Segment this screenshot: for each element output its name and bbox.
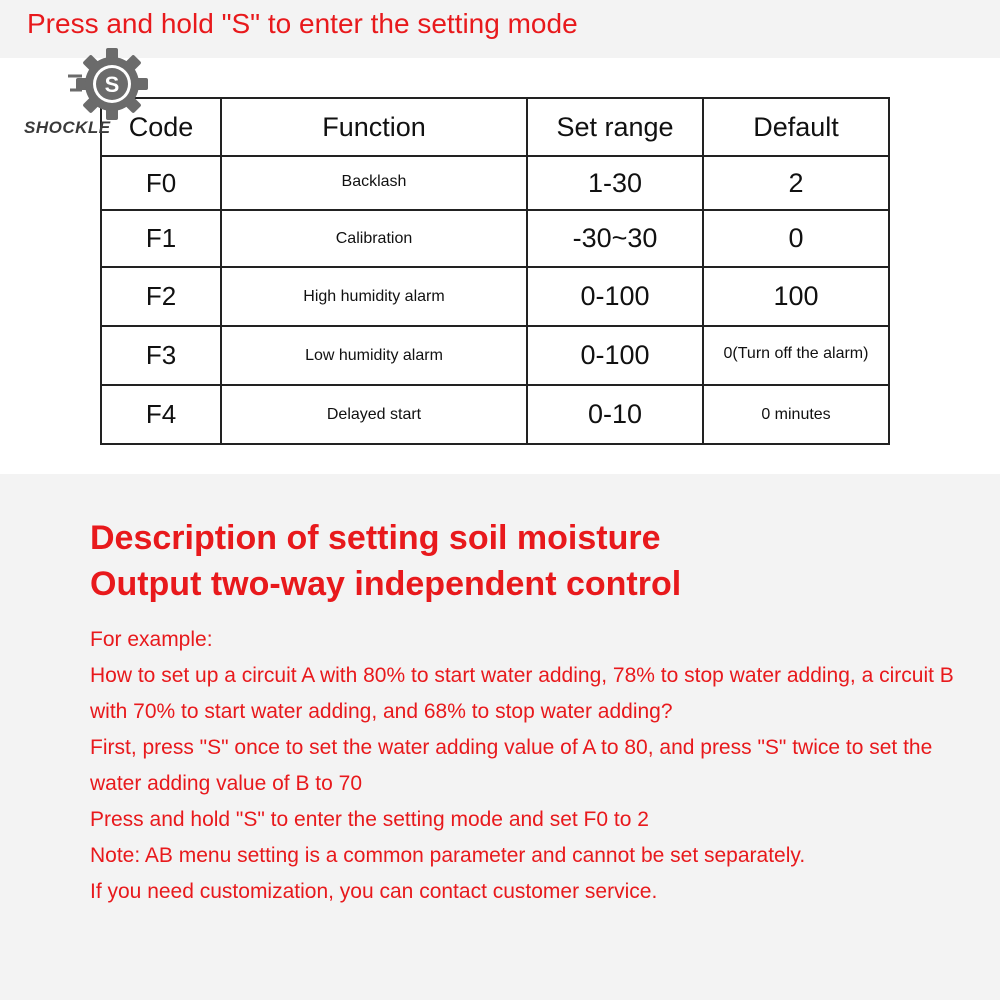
default-cell: 100 — [703, 267, 889, 326]
default-cell: 2 — [703, 156, 889, 210]
code-cell: F0 — [101, 156, 221, 210]
table-row — [101, 326, 889, 385]
code-cell: F4 — [101, 385, 221, 444]
table-header-row — [101, 98, 889, 156]
description-body — [90, 622, 970, 910]
column-header-default: Default — [703, 98, 889, 156]
paragraph: Press and hold "S" to enter the setting mode and set F0 to 2 — [90, 808, 649, 831]
default-cell: 0 — [703, 210, 889, 267]
range-cell: 1-30 — [527, 156, 703, 210]
function-cell: Backlash — [221, 156, 527, 210]
paragraph: Note: AB menu setting is a common parameter and cannot be set separately. — [90, 844, 806, 867]
code-cell: F2 — [101, 267, 221, 326]
paragraph: For example: — [90, 628, 213, 651]
default-cell: 0 minutes — [703, 385, 889, 444]
column-header-code: Code — [101, 98, 221, 156]
description-section — [90, 515, 970, 910]
section-heading-2: Output two-way independent control — [90, 565, 682, 603]
range-cell: 0-100 — [527, 267, 703, 326]
settings-table — [100, 97, 890, 445]
function-cell: Delayed start — [221, 385, 527, 444]
range-cell: 0-100 — [527, 326, 703, 385]
brand-logo — [24, 46, 174, 146]
logo-letter: S — [104, 72, 120, 97]
default-cell: 0(Turn off the alarm) — [703, 326, 889, 385]
range-cell: 0-10 — [527, 385, 703, 444]
paragraph: If you need customization, you can contact customer service. — [90, 880, 658, 903]
table-row — [101, 385, 889, 444]
column-header-function: Function — [221, 98, 527, 156]
page-title: Press and hold "S" to enter the setting mode — [27, 8, 578, 39]
code-cell: F3 — [101, 326, 221, 385]
range-cell: -30~30 — [527, 210, 703, 267]
function-cell: Calibration — [221, 210, 527, 267]
paragraph: First, press "S" once to set the water adding value of A to 80, and press "S" twice to set the water adding value of B to 70 — [90, 736, 933, 795]
function-cell: High humidity alarm — [221, 267, 527, 326]
section-heading-1: Description of setting soil moisture — [90, 519, 661, 557]
column-header-set-range: Set range — [527, 98, 703, 156]
logo-wordmark: SHOCKLE — [24, 118, 111, 137]
table-row — [101, 267, 889, 326]
code-cell: F1 — [101, 210, 221, 267]
table-row — [101, 156, 889, 210]
paragraph: How to set up a circuit A with 80% to start water adding, 78% to stop water adding, a circuit B with 70% to start water adding, and 68% to stop water adding? — [90, 664, 954, 723]
function-cell: Low humidity alarm — [221, 326, 527, 385]
table-row — [101, 210, 889, 267]
